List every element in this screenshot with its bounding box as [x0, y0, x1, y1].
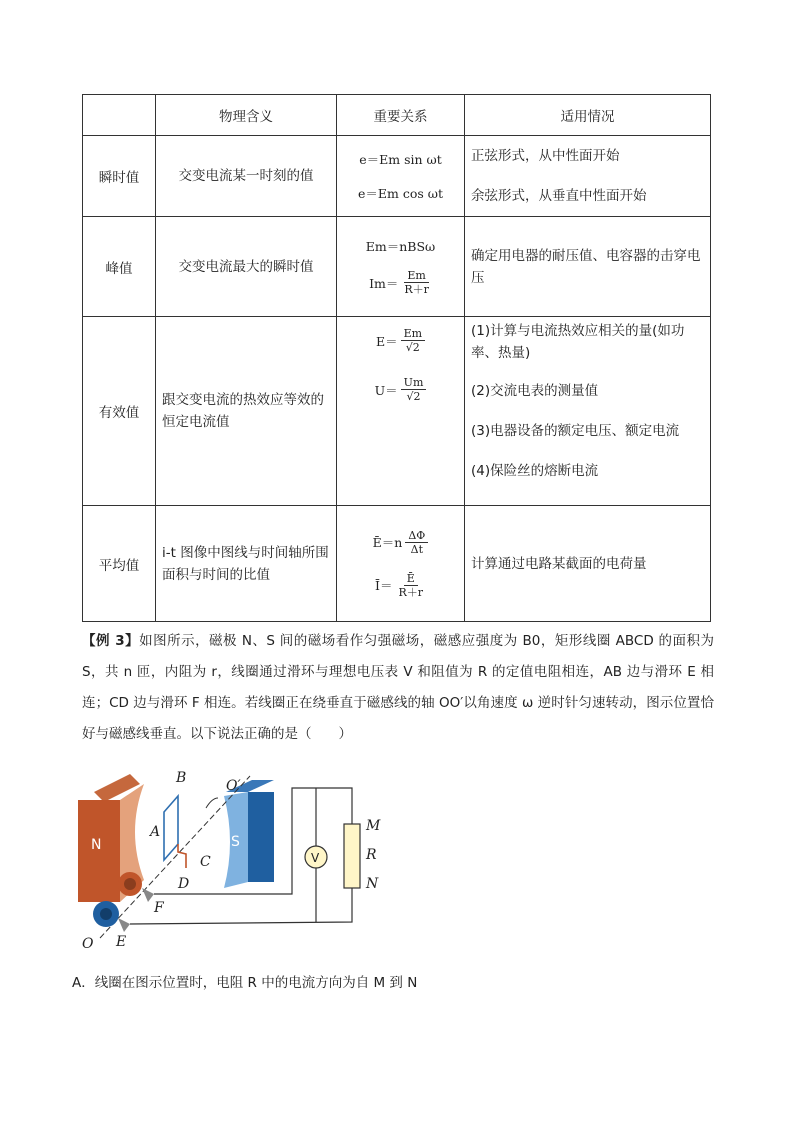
- table-row: [83, 217, 711, 317]
- row-meaning: i-t 图像中图线与时间轴所围面积与时间的比值: [156, 506, 337, 622]
- header-relation: 重要关系: [337, 95, 465, 136]
- usage-line: 余弦形式，从垂直中性面开始: [471, 188, 647, 204]
- formula-line: [343, 529, 458, 556]
- usage-line: (3)电器设备的额定电压、额定电流: [471, 423, 680, 439]
- fraction-numerator: Em: [401, 327, 425, 341]
- formula-fraction: [395, 572, 426, 599]
- formula-fraction: [401, 269, 432, 296]
- row-formula: [337, 136, 465, 217]
- row-meaning: 交变电流最大的瞬时值: [156, 217, 337, 317]
- example-paragraph: [82, 626, 714, 750]
- table-row: [83, 506, 711, 622]
- row-usage: [465, 136, 711, 217]
- resistor-r: [344, 824, 360, 888]
- table-row: [83, 317, 711, 506]
- fraction-denominator: R＋r: [398, 585, 423, 599]
- row-name: 峰值: [83, 217, 156, 317]
- row-usage: [465, 217, 711, 317]
- slip-ring-e-inner: [100, 908, 112, 920]
- row-usage: [465, 317, 711, 506]
- header-usage: 适用情况: [465, 95, 711, 136]
- usage-line: (1)计算与电流热效应相关的量(如功率、热量): [471, 323, 685, 361]
- label-f: F: [154, 900, 164, 916]
- usage-line: (4)保险丝的熔断电流: [471, 463, 599, 479]
- row-formula: [337, 317, 465, 506]
- formula-line: Em＝nBSω: [365, 239, 436, 254]
- row-usage: [465, 506, 711, 622]
- fraction-denominator: R＋r: [404, 283, 429, 296]
- brush-e: [118, 918, 130, 932]
- slip-ring-f-inner: [124, 878, 136, 890]
- header-empty: [83, 95, 156, 136]
- label-c: C: [200, 854, 211, 870]
- row-meaning: 交变电流某一时刻的值: [156, 136, 337, 217]
- rotation-arrow: [206, 798, 218, 808]
- label-d: D: [178, 876, 190, 892]
- row-name: 有效值: [83, 317, 156, 506]
- row-meaning: 跟交变电流的热效应等效的恒定电流值: [156, 317, 337, 506]
- label-n: N: [91, 837, 102, 853]
- coil-front: [164, 796, 178, 860]
- usage-line: (2)交流电表的测量值: [471, 383, 599, 399]
- option-a[interactable]: A．线圈在图示位置时，电阻 R 中的电流方向为自 M 到 N: [72, 975, 418, 991]
- fraction-numerator: ΔΦ: [405, 529, 428, 543]
- row-name: 平均值: [83, 506, 156, 622]
- label-e: E: [116, 934, 127, 950]
- formula-lhs: U＝: [374, 382, 398, 398]
- fraction-denominator: √2: [405, 341, 420, 354]
- formula-fraction: [401, 376, 427, 403]
- formula-lhs: Im＝: [369, 275, 399, 291]
- example-text: 如图所示，磁极 N、S 间的磁场看作匀强磁场，磁感应强度为 B0，矩形线圈 ABCD 的面积为 S，共 n 匝，内阻为 r，线圈通过滑环与理想电压表 V 和阻值为 R 的定值电阻相连，AB 边与滑环 E 相连；CD 边与滑环 F 相连。若线圈正在绕垂直于磁感线的轴 OO′以角速度 ω 逆时针匀速转动，图示位置恰好与磁感线垂直。以下说法正确的是（ ）: [82, 633, 714, 742]
- generator-figure: [74, 762, 394, 958]
- brush-f: [142, 888, 154, 902]
- usage-line: 确定用电器的耐压值、电容器的击穿电压: [471, 247, 701, 286]
- fraction-denominator: √2: [406, 390, 421, 403]
- example-tag: 【例 3】: [82, 633, 140, 649]
- label-r: R: [366, 847, 377, 863]
- usage-line: 正弦形式，从中性面开始: [471, 148, 620, 164]
- summary-table: [82, 94, 711, 622]
- formula-line: e＝Em cos ωt: [358, 186, 443, 201]
- row-formula: [337, 217, 465, 317]
- formula-fraction: [405, 529, 428, 556]
- label-v: V: [311, 851, 320, 865]
- header-meaning: 物理含义: [156, 95, 337, 136]
- formula-lhs: Ī＝: [375, 578, 393, 593]
- fraction-numerator: Um: [401, 376, 427, 390]
- table-header-row: [83, 95, 711, 136]
- formula-line: e＝Em sin ωt: [359, 152, 442, 167]
- fraction-numerator: Em: [404, 269, 428, 283]
- fraction-denominator: Δt: [410, 542, 424, 556]
- label-o-prime: O′: [226, 778, 241, 794]
- usage-line: 计算通过电路某截面的电荷量: [471, 555, 647, 572]
- label-m: M: [366, 818, 381, 834]
- label-a: A: [150, 824, 161, 840]
- formula-lhs: E＝: [375, 333, 398, 349]
- formula-line: [343, 376, 458, 403]
- row-name: 瞬时值: [83, 136, 156, 217]
- label-o: O: [82, 936, 94, 952]
- formula-line: [343, 269, 458, 296]
- formula-line: [343, 572, 458, 599]
- coil-lead: [178, 844, 186, 868]
- label-n-terminal: N: [366, 876, 379, 892]
- table-row: [83, 136, 711, 217]
- formula-fraction: [401, 327, 425, 354]
- label-s: S: [231, 834, 240, 850]
- label-b: B: [176, 770, 187, 786]
- magnet-s-face: [248, 792, 274, 882]
- fraction-numerator: Ē: [404, 572, 418, 586]
- row-formula: [337, 506, 465, 622]
- formula-line: [343, 327, 458, 354]
- formula-lhs: Ē＝n: [372, 535, 403, 550]
